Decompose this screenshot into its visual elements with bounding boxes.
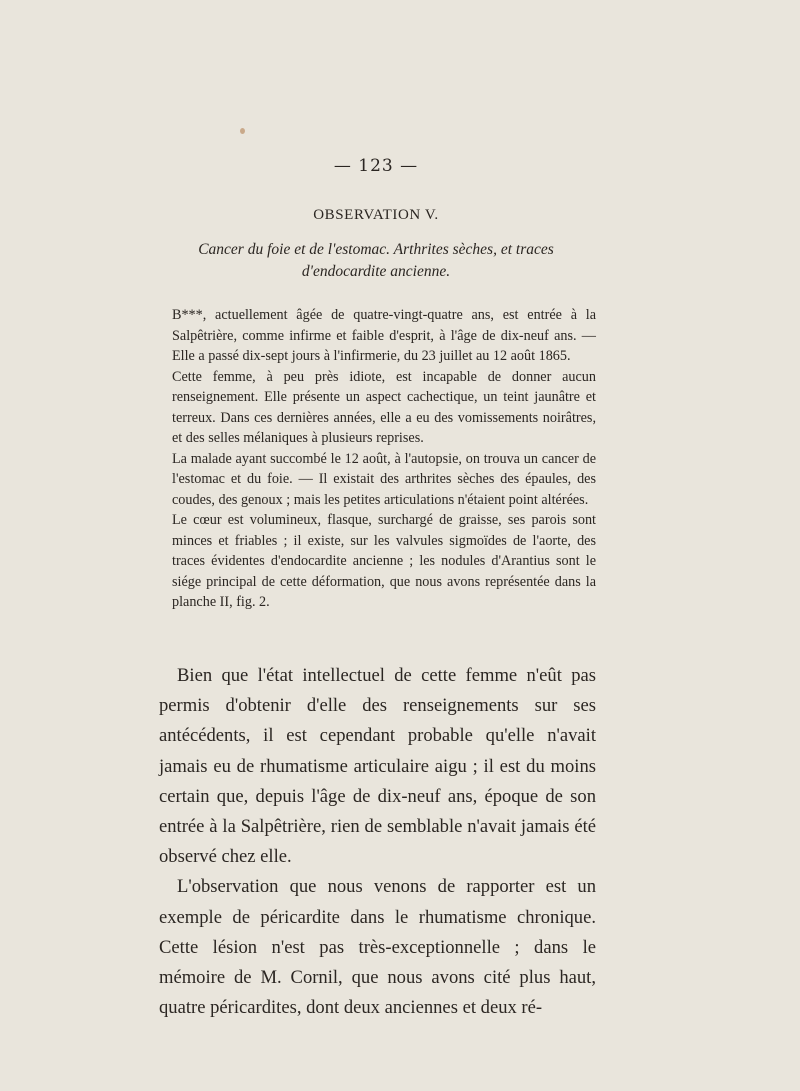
body-paragraph: Bien que l'état intellectuel de cette femme n'eût pas permis d'obtenir d'elle des renseignements sur ses antécédents, il est cependant probable qu'elle n'avait jamais eu de rhumatisme articulaire aigu ; il est du moins certain que, depuis l'âge de dix-neuf ans, époque de son entrée à la Salpêtrière, rien de semblable n'avait jamais été observé chez elle. [159,665,596,868]
observation-text [172,305,596,613]
observation-paragraph: Le cœur est volumineux, flasque, surchargé de graisse, ses parois sont minces et friables ; il existe, sur les valvules sigmoïdes de l'aorte, des traces évidentes d'endocardite ancienne ; les nodules d'Arantius sont le siége principal de cette déformation, que nous avons représentée dans la planche II, fig. 2. [172,512,596,610]
body-paragraph: L'observation que nous venons de rapporter est un exemple de péricardite dans le rhumatisme chronique. Cette lésion n'est pas très-exceptionnelle ; dans le mémoire de M. Cornil, que nous avons cité plus haut, quatre péricardites, dont deux anciennes et deux ré- [159,876,596,1019]
observation-paragraph: Cette femme, à peu près idiote, est incapable de donner aucun renseignement. Elle présente un aspect cachectique, un teint jaunâtre et terreux. Dans ces dernières années, elle a eu des vomissements noirâtres, et des selles mélaniques à plusieurs reprises. [172,368,596,446]
observation-subtitle: Cancer du foie et de l'estomac. Arthrites sèches, et traces d'endocardite ancienne. [198,241,554,280]
page-number: — 123 — [333,156,419,176]
body-text [159,661,596,1023]
observation-paragraph: La malade ayant succombé le 12 août, à l'autopsie, on trouva un cancer de l'estomac et du foie. — Il existait des arthrites sèches des épaules, des coudes, des genoux ; mais les petites articulations n'étaient point altérées. [172,450,596,508]
paper-stain [240,128,245,134]
observation-paragraph: B***, actuellement âgée de quatre-vingt-quatre ans, est entrée à la Salpêtrière, comme infirme et faible d'esprit, à l'âge de dix-neuf ans. — Elle a passé dix-sept jours à l'infirmerie, du 23 juillet au 12 août 1865. [172,307,596,364]
observation-title: OBSERVATION V. [313,207,439,223]
